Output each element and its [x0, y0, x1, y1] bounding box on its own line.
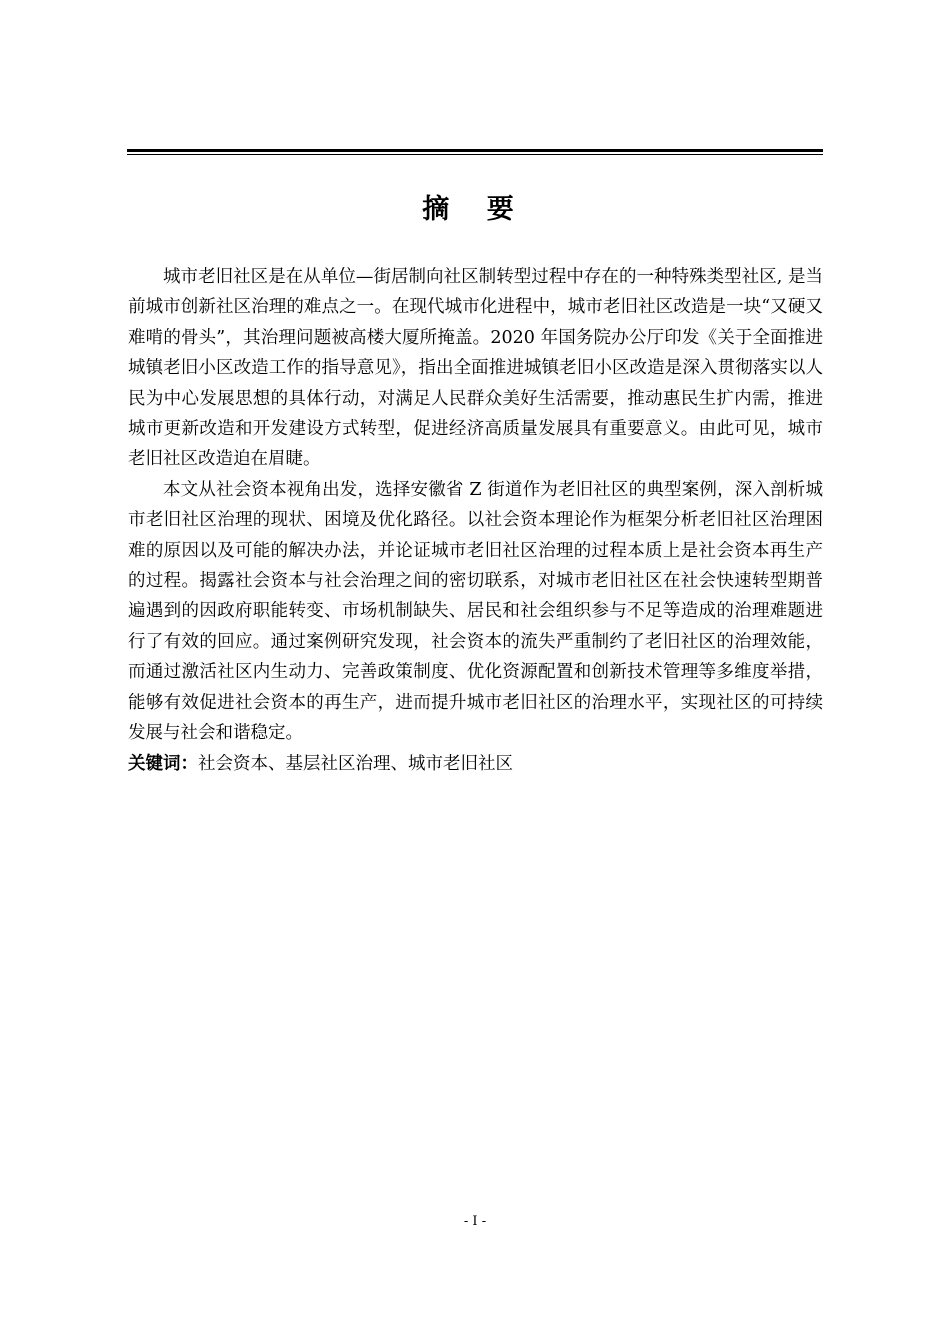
- header-rule-thin: [127, 154, 823, 155]
- keywords-line: [128, 749, 823, 779]
- keywords-label: 关键词：: [128, 753, 198, 774]
- abstract-paragraph-2: 本文从社会资本视角出发，选择安徽省 Z 街道作为老旧社区的典型案例，深入剖析城市老旧社区治理的现状、困境及优化路径。以社会资本理论作为框架分析老旧社区治理困难的原因以及可能的解决办法，并论证城市老旧社区治理的过程本质上是社会资本再生产的过程。揭露社会资本与社会治理之间的密切联系，对城市老旧社区在社会快速转型期普遍遇到的因政府职能转变、市场机制缺失、居民和社会组织参与不足等造成的治理难题进行了有效的回应。通过案例研究发现，社会资本的流失严重制约了老旧社区的治理效能，而通过激活社区内生动力、完善政策制度、优化资源配置和创新技术管理等多维度举措，能够有效促进社会资本的再生产，进而提升城市老旧社区的治理水平，实现社区的可持续发展与社会和谐稳定。: [128, 479, 823, 744]
- page-number: - I -: [463, 1214, 487, 1229]
- header-rule-thick: [127, 149, 823, 152]
- abstract-body: [128, 262, 823, 779]
- keywords-text: 社会资本、基层社区治理、城市老旧社区: [198, 753, 513, 774]
- abstract-paragraph-1: 城市老旧社区是在从单位—街居制向社区制转型过程中存在的一种特殊类型社区, 是当前城市创新社区治理的难点之一。在现代城市化进程中，城市老旧社区改造是一块“又硬又难啃的骨头”，其治理问题被高楼大厦所掩盖。2020 年国务院办公厅印发《关于全面推进城镇老旧小区改造工作的指导意见》，指出全面推进城镇老旧小区改造是深入贯彻落实以人民为中心发展思想的具体行动，对满足人民群众美好生活需要，推动惠民生扩内需，推进城市更新改造和开发建设方式转型，促进经济高质量发展具有重要意义。由此可见，城市老旧社区改造迫在眉睫。: [128, 267, 823, 470]
- abstract-title: 摘 要: [422, 194, 528, 225]
